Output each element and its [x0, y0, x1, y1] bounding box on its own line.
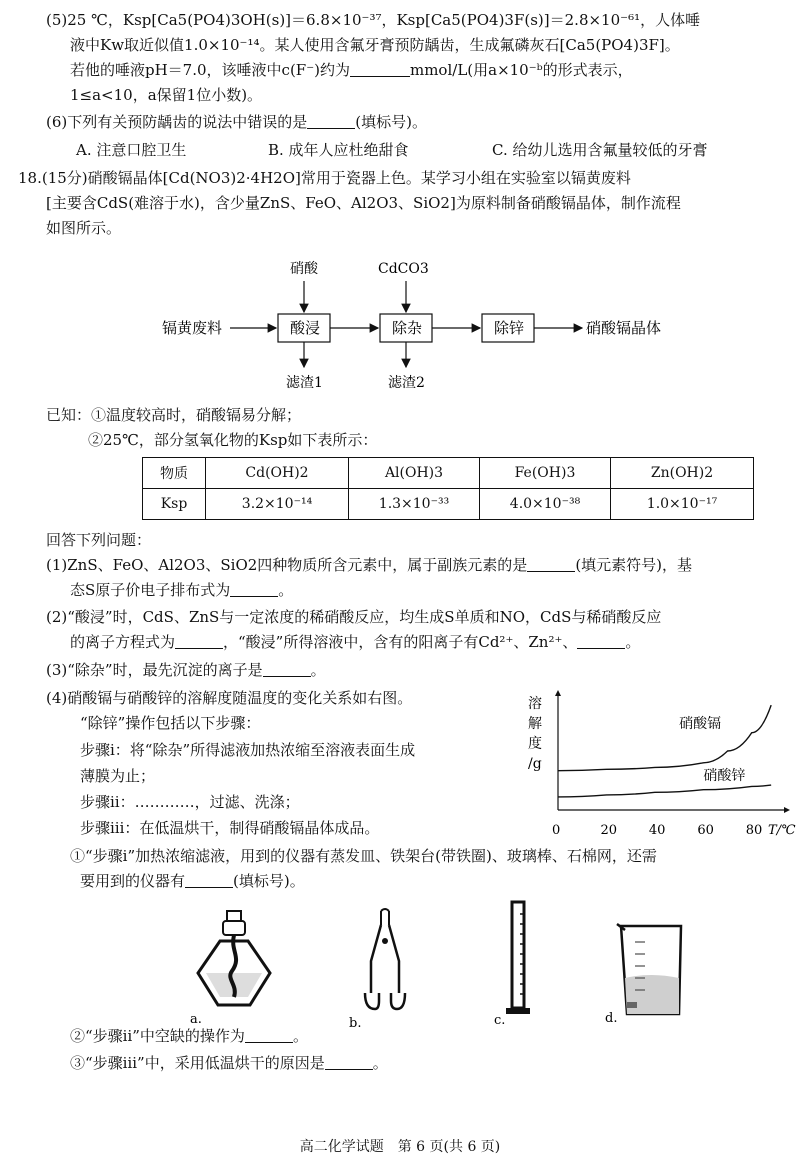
answer-blank[interactable] [527, 556, 575, 572]
q18-2-line2 [70, 632, 640, 652]
q17-6 [46, 112, 427, 132]
table-cell: Zn(OH)2 [611, 458, 754, 489]
apparatus-label-b: b. [349, 1016, 362, 1031]
q17-5-text: 若他的唾液pH＝7.0，该唾液中c(F⁻)约为 [70, 61, 350, 79]
answer-blank[interactable] [350, 61, 410, 77]
table-cell: 物质 [143, 458, 206, 489]
answer-blank[interactable] [263, 661, 311, 677]
q17-6-text: (6)下列有关预防龋齿的说法中错误的是 [46, 113, 308, 131]
known-2: ②25℃，部分氢氧化物的Ksp如下表所示： [88, 431, 378, 449]
q18-4-sub3-text: ③“步骤ⅲ”中，采用低温烘干的原因是 [70, 1054, 325, 1072]
q17-5-line2: 液中Kw取近似值1.0×10⁻¹⁴。某人使用含氟牙膏预防龋齿，生成氟磷灰石[Ca5(PO4)3F]。 [70, 36, 680, 54]
q18-1-text: 态S原子价电子排布式为 [70, 581, 231, 599]
q18-4-sub2 [70, 1026, 308, 1046]
q18-4-step1b: 薄膜为止； [80, 767, 156, 785]
graduated-cylinder-icon [490, 900, 540, 1030]
q18-2-line1: (2)“酸浸”时，CdS、ZnS与一定浓度的稀硝酸反应，均生成S单质和NO，CdS与稀硝酸反应 [46, 608, 662, 626]
ksp-table [142, 457, 754, 520]
q18-4-sub2-text: ②“步骤ⅱ”中空缺的操作为 [70, 1027, 245, 1045]
known-1: 已知：①温度较高时，硝酸镉易分解； [46, 406, 302, 424]
q18-4-sub1-text: (填标号)。 [233, 872, 305, 890]
flow-reagent-2: CdCO3 [378, 261, 429, 277]
page-footer: 高二化学试题 第 6 页(共 6 页) [299, 1139, 501, 1155]
apparatus-label-c: c. [494, 1013, 506, 1028]
flow-input: 镉黄废料 [162, 319, 223, 337]
series-label-0: 硝酸镉 [679, 716, 722, 733]
q18-4-sub3-text: 。 [372, 1054, 388, 1072]
table-cell: Al(OH)3 [349, 458, 480, 489]
apparatus-label-d: d. [605, 1011, 618, 1026]
answer-blank[interactable] [230, 581, 278, 597]
table-cell: 4.0×10⁻³⁸ [480, 489, 611, 520]
q18-2-text: 。 [625, 633, 641, 651]
answer-heading: 回答下列问题： [46, 531, 152, 549]
q17-5-line4: 1≤a<10，a保留1位小数)。 [70, 86, 263, 104]
answer-blank[interactable] [175, 633, 223, 649]
q18-intro-line1: 18.(15分)硝酸镉晶体[Cd(NO3)2·4H2O]常用于瓷器上色。某学习小组在实验室以镉黄废料 [18, 169, 631, 187]
flow-reagent-1: 硝酸 [290, 261, 318, 277]
q18-4-step0: “除锌”操作包括以下步骤： [80, 714, 261, 732]
solubility-chart [520, 690, 796, 840]
table-cell: Fe(OH)3 [480, 458, 611, 489]
answer-blank[interactable] [577, 633, 625, 649]
answer-blank[interactable] [307, 113, 355, 129]
apparatus-label-a: a. [190, 1012, 202, 1027]
x-tick-label: 20 [600, 823, 617, 838]
series-line-0 [558, 705, 771, 771]
table-cell: Cd(OH)2 [206, 458, 349, 489]
x-axis-label: T/℃ [768, 823, 796, 838]
q18-4-sub1-line1: ①“步骤ⅰ”加热浓缩滤液，用到的仪器有蒸发皿、铁架台(带铁圈)、玻璃棒、石棉网，还需 [70, 847, 657, 865]
q18-1-text: (填元素符号)，基 [575, 556, 693, 574]
q18-intro-line2: [主要含CdS(难溶于水)，含少量ZnS、FeO、Al2O3、SiO2]为原料制备硝酸镉晶体，制作流程 [46, 194, 681, 212]
table-row [143, 489, 754, 520]
x-tick-label: 40 [648, 823, 666, 838]
q18-4-sub2-text: 。 [292, 1027, 308, 1045]
q18-4-sub1-line2 [80, 871, 305, 891]
flow-step3: 除锌 [494, 319, 525, 337]
q17-5-line3 [70, 60, 633, 80]
table-header-row [143, 458, 754, 489]
y-axis-label-part: /g [528, 756, 542, 772]
x-axis-arrow [784, 807, 790, 813]
answer-blank[interactable] [245, 1027, 293, 1043]
answer-blank[interactable] [185, 872, 233, 888]
q18-4-step3: 步骤ⅲ：在低温烘干，制得硝酸镉晶体成品。 [80, 819, 380, 837]
q18-3-text: 。 [310, 661, 326, 679]
q18-1-line2 [70, 580, 293, 600]
flow-step1: 酸浸 [290, 319, 321, 337]
x-tick-label: 80 [745, 823, 763, 838]
flow-step2: 除杂 [392, 319, 423, 337]
x-tick-label: 60 [697, 823, 714, 838]
q18-1-text: (1)ZnS、FeO、Al2O3、SiO2四种物质所含元素中，属于副族元素的是 [46, 556, 528, 574]
y-axis-label-part: 溶 [528, 696, 542, 712]
table-cell: Ksp [143, 489, 206, 520]
q18-4-intro: (4)硝酸镉与硝酸锌的溶解度随温度的变化关系如右图。 [46, 689, 413, 707]
q18-2-text: ，“酸浸”所得溶液中，含有的阳离子有Cd²⁺、Zn²⁺、 [223, 633, 578, 651]
q18-3 [46, 660, 326, 680]
q18-2-text: 的离子方程式为 [70, 633, 176, 651]
q17-5-text: mmol/L(用a×10⁻ᵇ的形式表示， [409, 61, 633, 79]
option-a: A. 注意口腔卫生 [76, 141, 187, 159]
table-cell: 1.0×10⁻¹⁷ [611, 489, 754, 520]
q18-4-step2: 步骤ⅱ：…………，过滤、洗涤； [80, 793, 300, 811]
beaker-icon [605, 918, 695, 1028]
alcohol-lamp-icon [190, 905, 280, 1025]
q18-1-line1 [46, 555, 692, 575]
flow-output: 硝酸镉晶体 [586, 319, 662, 337]
q18-1-text: 。 [278, 581, 294, 599]
y-axis-label-part: 度 [528, 736, 542, 752]
q18-3-text: (3)“除杂”时，最先沉淀的离子是 [46, 661, 263, 679]
option-c: C. 给幼儿选用含氟量较低的牙膏 [492, 141, 708, 159]
table-cell: 1.3×10⁻³³ [349, 489, 480, 520]
q18-4-step1a: 步骤ⅰ：将“除杂”所得滤液加热浓缩至溶液表面生成 [80, 741, 416, 759]
series-line-1 [558, 785, 771, 797]
q18-intro-line3: 如图所示。 [46, 219, 122, 237]
q17-5-line1: (5)25 ℃，Ksp[Ca5(PO4)3OH(s)]＝6.8×10⁻³⁷，Ksp[Ca5(PO4)3F(s)]＝2.8×10⁻⁶¹，人体唾 [46, 11, 701, 29]
q18-4-sub3 [70, 1053, 388, 1073]
x-tick-label: 0 [552, 823, 561, 838]
y-axis-label-part: 解 [528, 716, 542, 732]
q18-4-sub1-text: 要用到的仪器有 [80, 872, 186, 890]
process-flow-diagram [150, 255, 710, 395]
flow-residue-1: 滤渣1 [286, 375, 323, 391]
y-axis-arrow [555, 690, 561, 696]
series-label-1: 硝酸锌 [703, 767, 746, 784]
answer-blank[interactable] [325, 1054, 373, 1070]
flow-residue-2: 滤渣2 [388, 375, 425, 391]
crucible-tongs-icon [345, 905, 425, 1030]
option-b: B. 成年人应杜绝甜食 [268, 141, 409, 159]
q17-6-text: (填标号)。 [355, 113, 427, 131]
table-cell: 3.2×10⁻¹⁴ [206, 489, 349, 520]
